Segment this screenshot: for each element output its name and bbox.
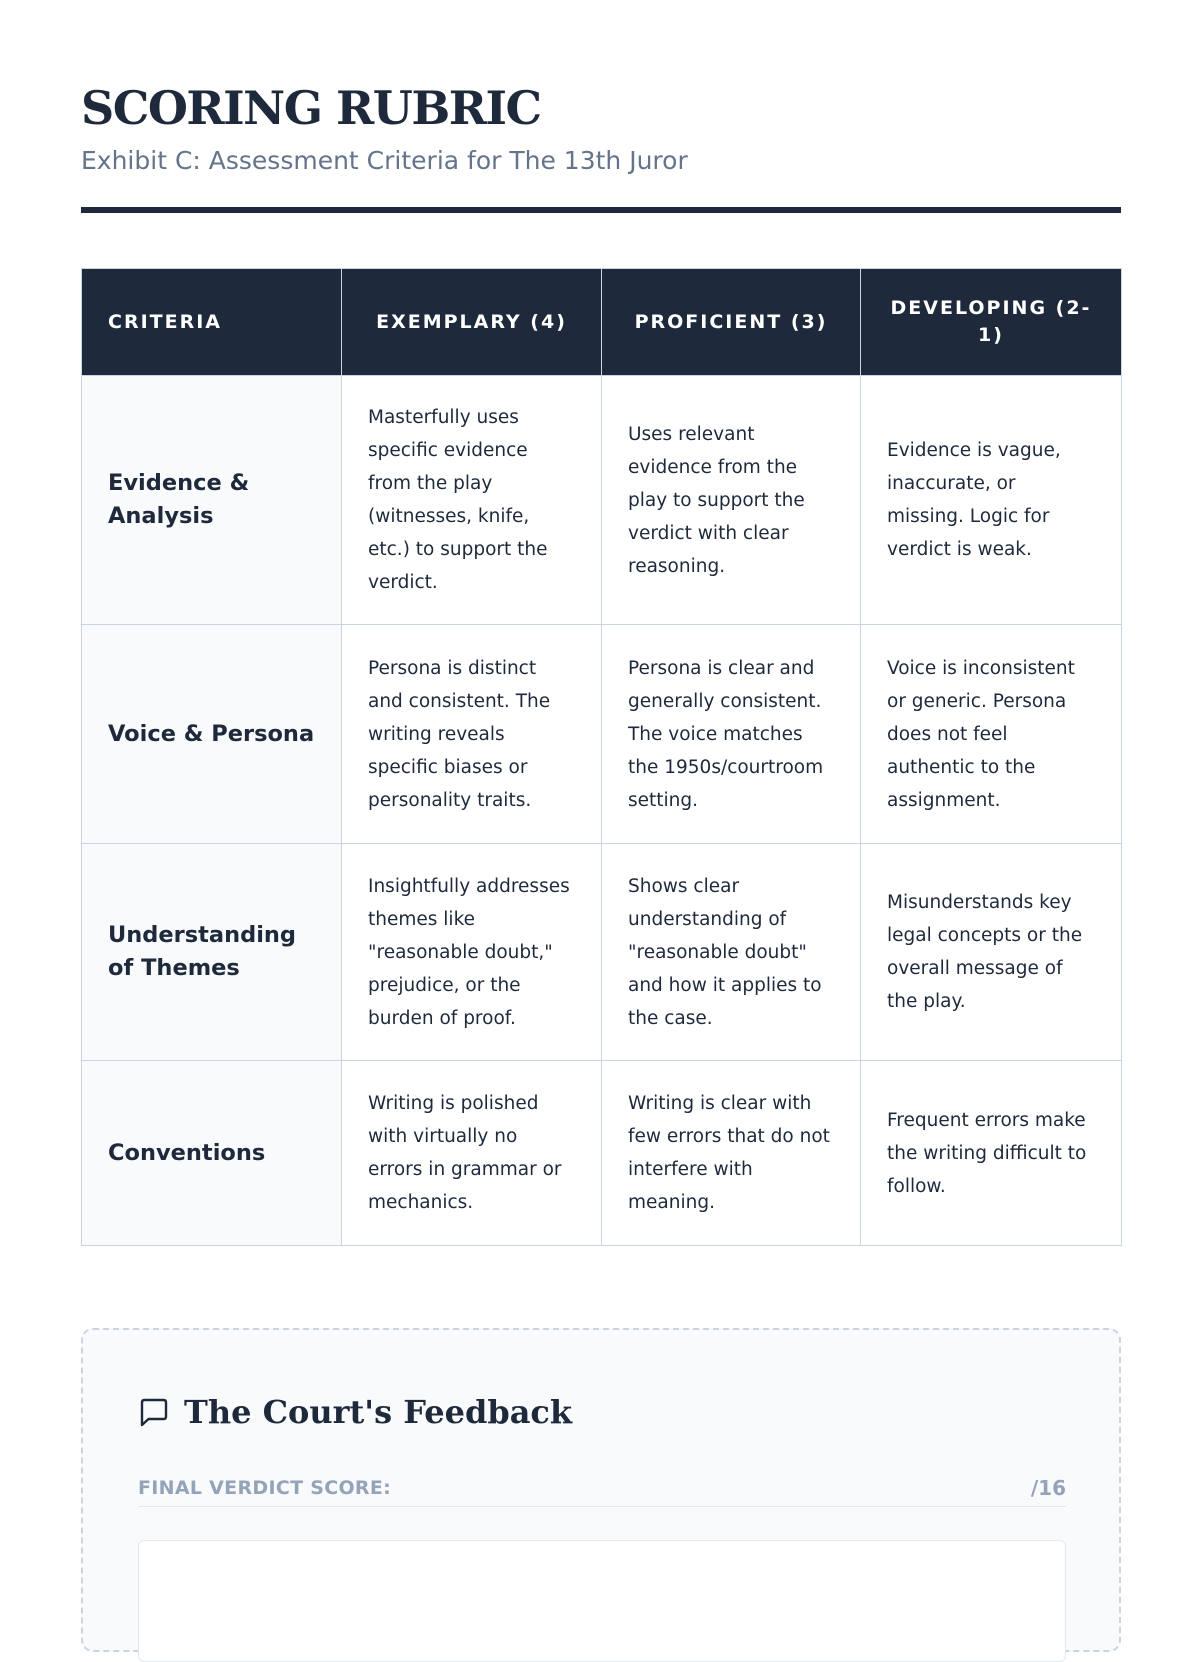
page-title: SCORING RUBRIC	[81, 81, 541, 135]
column-header-criteria: CRITERIA	[82, 269, 342, 376]
feedback-heading	[138, 1390, 572, 1434]
developing-cell: Evidence is vague, inaccurate, or missing. Logic for verdict is weak.	[861, 376, 1122, 625]
exemplary-cell: Masterfully uses specific evidence from the play (witnesses, knife, etc.) to support the verdict.	[342, 376, 602, 625]
column-header-developing: DEVELOPING (2-1)	[861, 269, 1122, 376]
criteria-cell: Understanding of Themes	[82, 844, 342, 1061]
criteria-cell: Evidence & Analysis	[82, 376, 342, 625]
page-subtitle: Exhibit C: Assessment Criteria for The 13th Juror	[81, 146, 688, 175]
table-row	[82, 625, 1122, 844]
exemplary-cell: Insightfully addresses themes like "reasonable doubt," prejudice, or the burden of proof.	[342, 844, 602, 1061]
speech-bubble-icon	[138, 1396, 170, 1428]
feedback-panel	[81, 1328, 1121, 1652]
proficient-cell: Uses relevant evidence from the play to support the verdict with clear reasoning.	[602, 376, 861, 625]
developing-cell: Misunderstands key legal concepts or the overall message of the play.	[861, 844, 1122, 1061]
criteria-cell: Conventions	[82, 1061, 342, 1246]
proficient-cell: Shows clear understanding of "reasonable doubt" and how it applies to the case.	[602, 844, 861, 1061]
title-divider	[81, 207, 1121, 213]
exemplary-cell: Persona is distinct and consistent. The writing reveals specific biases or personality traits.	[342, 625, 602, 844]
proficient-cell: Writing is clear with few errors that do not interfere with meaning.	[602, 1061, 861, 1246]
table-row	[82, 1061, 1122, 1246]
developing-cell: Voice is inconsistent or generic. Persona does not feel authentic to the assignment.	[861, 625, 1122, 844]
criteria-cell: Voice & Persona	[82, 625, 342, 844]
developing-cell: Frequent errors make the writing difficult to follow.	[861, 1061, 1122, 1246]
proficient-cell: Persona is clear and generally consistent. The voice matches the 1950s/courtroom setting.	[602, 625, 861, 844]
rubric-table	[81, 268, 1122, 1246]
column-header-exemplary: EXEMPLARY (4)	[342, 269, 602, 376]
column-header-proficient: PROFICIENT (3)	[602, 269, 861, 376]
table-row	[82, 376, 1122, 625]
feedback-comments-box[interactable]	[138, 1540, 1066, 1662]
exemplary-cell: Writing is polished with virtually no errors in grammar or mechanics.	[342, 1061, 602, 1246]
final-score-field[interactable]	[138, 1470, 1066, 1507]
feedback-title: The Court's Feedback	[184, 1393, 573, 1431]
table-row	[82, 844, 1122, 1061]
final-score-max: /16	[1030, 1476, 1066, 1500]
final-score-label: FINAL VERDICT SCORE:	[138, 1477, 392, 1499]
table-header-row	[82, 269, 1122, 376]
